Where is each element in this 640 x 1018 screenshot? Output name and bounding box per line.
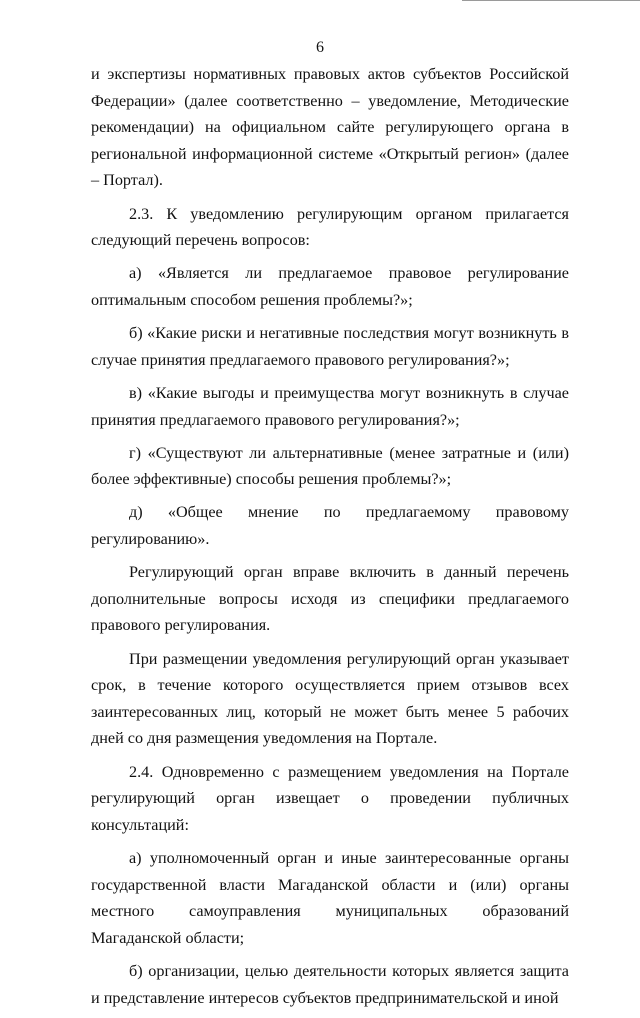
question-g: г) «Существуют ли альтернативные (менее затратные и (или) более эффективные) способы решения проблемы?»;: [91, 443, 569, 489]
page-number: 6: [316, 39, 324, 56]
question-d: д) «Общее мнение по предлагаемому правовому регулированию».: [91, 503, 569, 549]
item-a-authorities: а) уполномоченный орган и иные заинтересованные органы государственной власти Магаданской области и (или) органы местного самоуправления муниципальных образований Магаданской области;: [91, 848, 569, 947]
question-v: в) «Какие выгоды и преимущества могут возникнуть в случае принятия предлагаемого правового регулирования?»;: [91, 383, 569, 429]
paragraph-review-period: При размещении уведомления регулирующий орган указывает срок, в течение которого осуществляется прием отзывов всех заинтересованных лиц, который не может быть менее 5 рабочих дней со дня размещения уведомления на Портале.: [91, 649, 569, 748]
paragraph-additional-questions: Регулирующий орган вправе включить в данный перечень дополнительные вопросы исходя из специфики предлагаемого правового регулирования.: [91, 563, 569, 635]
paragraph-2-3: 2.3. К уведомлению регулирующим органом прилагается следующий перечень вопросов:: [91, 204, 569, 250]
scan-edge-line: [462, 0, 640, 1]
paragraph-continuation: и экспертизы нормативных правовых актов субъектов Российской Федерации» (далее соответственно – уведомление, Методические рекомендации) на официальном сайте регулирующего органа в региональной информационной системе «Открытый регион» (далее – Портал).: [91, 65, 569, 190]
question-b: б) «Какие риски и негативные последствия могут возникнуть в случае принятия предлагаемого правового регулирования?»;: [91, 324, 569, 369]
question-a: а) «Является ли предлагаемое правовое регулирование оптимальным способом решения проблемы?»;: [91, 264, 569, 309]
item-b-organizations: б) организации, целью деятельности которых является защита и представление интересов субъектов предпринимательской и иной: [91, 961, 569, 1007]
paragraph-2-4: 2.4. Одновременно с размещением уведомления на Портале регулирующий орган извещает о проведении публичных консультаций:: [91, 762, 569, 834]
document-body: [91, 61, 569, 1018]
